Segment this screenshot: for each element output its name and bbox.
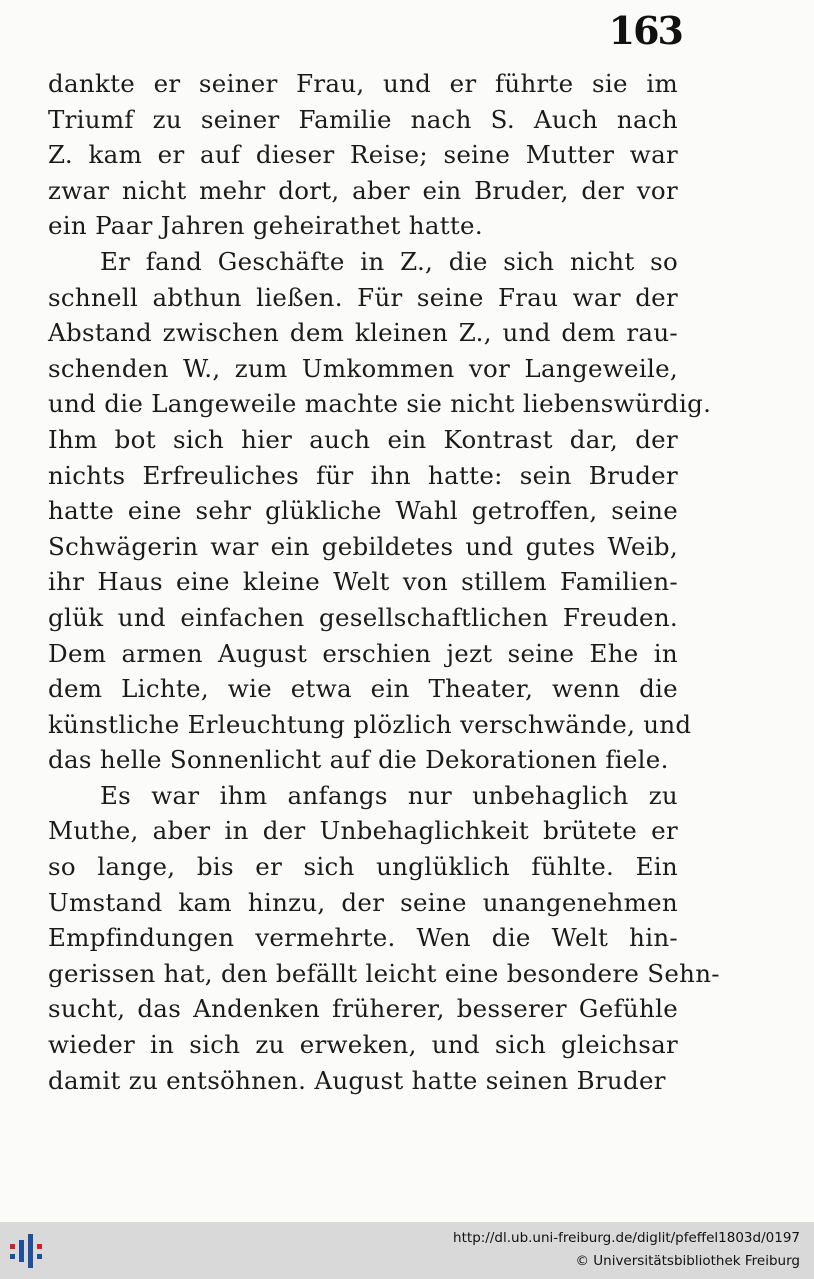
text-line: dankte er seiner Frau, und er führte sie im — [48, 69, 678, 98]
text-line: Er fand Geschäfte in Z., die sich nicht so — [100, 246, 678, 276]
text-line: Empfindungen vermehrte. Wen die Welt hin- — [48, 923, 678, 953]
text-line: hatte eine sehr glükliche Wahl getroffen, seine — [48, 496, 678, 526]
text-line: damit zu entsöhnen. August hatte seinen Bruder — [48, 1065, 666, 1095]
text-block — [48, 66, 720, 1098]
text-line: wieder in sich zu erweken, und sich gleichsar — [48, 1030, 678, 1060]
text-line: dem Lichte, wie etwa ein Theater, wenn die — [48, 674, 678, 704]
text-line: Ihm bot sich hier auch ein Kontrast dar, der — [48, 424, 678, 454]
text-line: Dem armen August erschien jezt seine Ehe in — [48, 638, 678, 668]
text-line: Umstand kam hinzu, der seine unangenehmen — [48, 887, 678, 917]
text-line: Muthe, aber in der Unbehaglichkeit brütete er — [48, 816, 678, 846]
page-number: 163 — [608, 8, 682, 53]
text-line: das helle Sonnenlicht auf die Dekorationen fiele. — [48, 745, 669, 775]
text-line: ihr Haus eine kleine Welt von stillem Familien- — [48, 567, 678, 597]
text-line: Schwägerin war ein gebildetes und gutes Weib, — [48, 531, 678, 561]
text-line: Z. kam er auf dieser Reise; seine Mutter war — [48, 140, 678, 170]
text-line: Triumf zu seiner Familie nach S. Auch nach — [48, 104, 678, 134]
text-line: gerissen hat, den befällt leicht eine besondere Sehn- — [48, 958, 720, 988]
text-line: künstliche Erleuchtung plözlich verschwände, und — [48, 709, 692, 739]
text-line: glük und einfachen gesellschaftlichen Freuden. — [48, 602, 678, 632]
text-line: ein Paar Jahren geheirathet hatte. — [48, 211, 483, 241]
text-line: zwar nicht mehr dort, aber ein Bruder, der vor — [48, 175, 678, 205]
text-line: Abstand zwischen dem kleinen Z., und dem rau- — [48, 318, 678, 348]
copyright-notice: © Universitätsbibliothek Freiburg — [575, 1253, 800, 1269]
text-line: schenden W., zum Umkommen vor Langeweile, — [48, 353, 678, 383]
text-line: schnell abthun ließen. Für seine Frau war der — [48, 282, 678, 312]
permalink-url[interactable]: http://dl.ub.uni-freiburg.de/diglit/pfeffel1803d/0197 — [453, 1230, 800, 1246]
text-line: und die Langeweile machte sie nicht liebenswürdig. — [48, 389, 712, 419]
text-line: so lange, bis er sich unglüklich fühlte. Ein — [48, 852, 678, 882]
text-line: sucht, das Andenken früherer, besserer Gefühle — [48, 994, 678, 1024]
text-line: Es war ihm anfangs nur unbehaglich zu — [100, 780, 678, 810]
footer-bar — [0, 1222, 814, 1279]
ub-freiburg-logo-icon — [6, 1230, 52, 1272]
text-line: nichts Erfreuliches für ihn hatte: sein Bruder — [48, 460, 678, 490]
